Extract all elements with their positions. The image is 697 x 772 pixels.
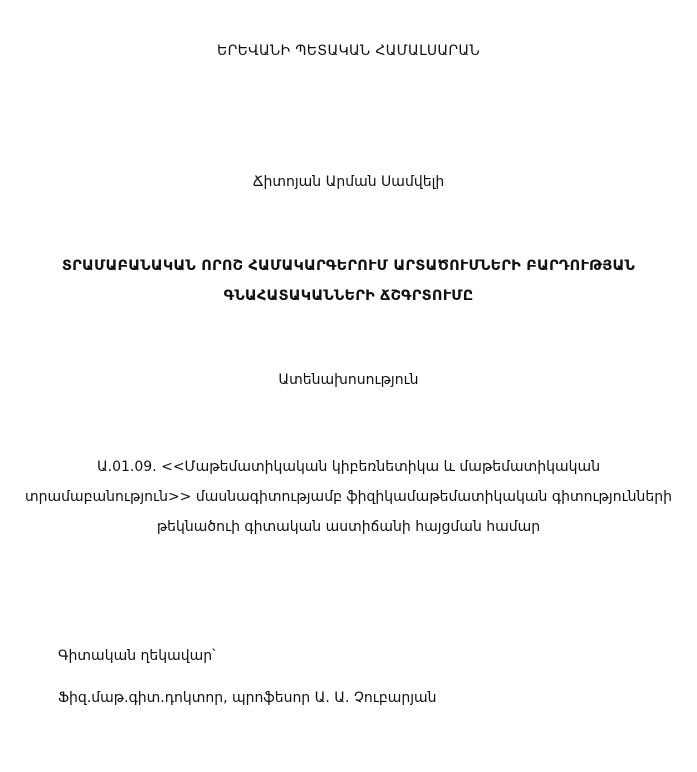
specialty-line-2: տրամաբանություն>> մասնագիտությամբ ֆիզիկամաթեմատիկական գիտությունների: [24, 489, 673, 505]
specialty-line-3: թեկնածուի գիտական աստիճանի հայցման համար: [156, 519, 541, 535]
specialty-line-1: Ա.01.09. <<Մաթեմատիկական կիբեռնետիկա և մաթեմատիկական: [96, 459, 601, 475]
supervisor-name: Ֆիզ.մաթ.գիտ.դոկտոր, պրոֆեսոր Ա. Ա. Չուբարյան: [58, 690, 437, 706]
thesis-title-line-1: ՏՐԱՄԱԲԱՆԱԿԱՆ ՈՐՈՇ ՀԱՄԱԿԱՐԳԵՐՈՒՄ ԱՐՏԱԾՈՒՄՆԵՐԻ ԲԱՐԴՈՒԹՅԱՆ: [61, 258, 636, 274]
document-type: Ատենախոսություն: [278, 372, 419, 388]
supervisor-label: Գիտական ղեկավար՝: [58, 648, 216, 664]
university-name: ԵՐԵՎԱՆԻ ՊԵՏԱԿԱՆ ՀԱՄԱԼՍԱՐԱՆ: [217, 43, 480, 59]
author-name: Ճիտոյան Արման Սամվելի: [252, 174, 445, 190]
thesis-title-line-2: ԳՆԱՀԱՏԱԿԱՆՆԵՐԻ ՃՇԳՐՏՈՒՄԸ: [223, 288, 474, 304]
